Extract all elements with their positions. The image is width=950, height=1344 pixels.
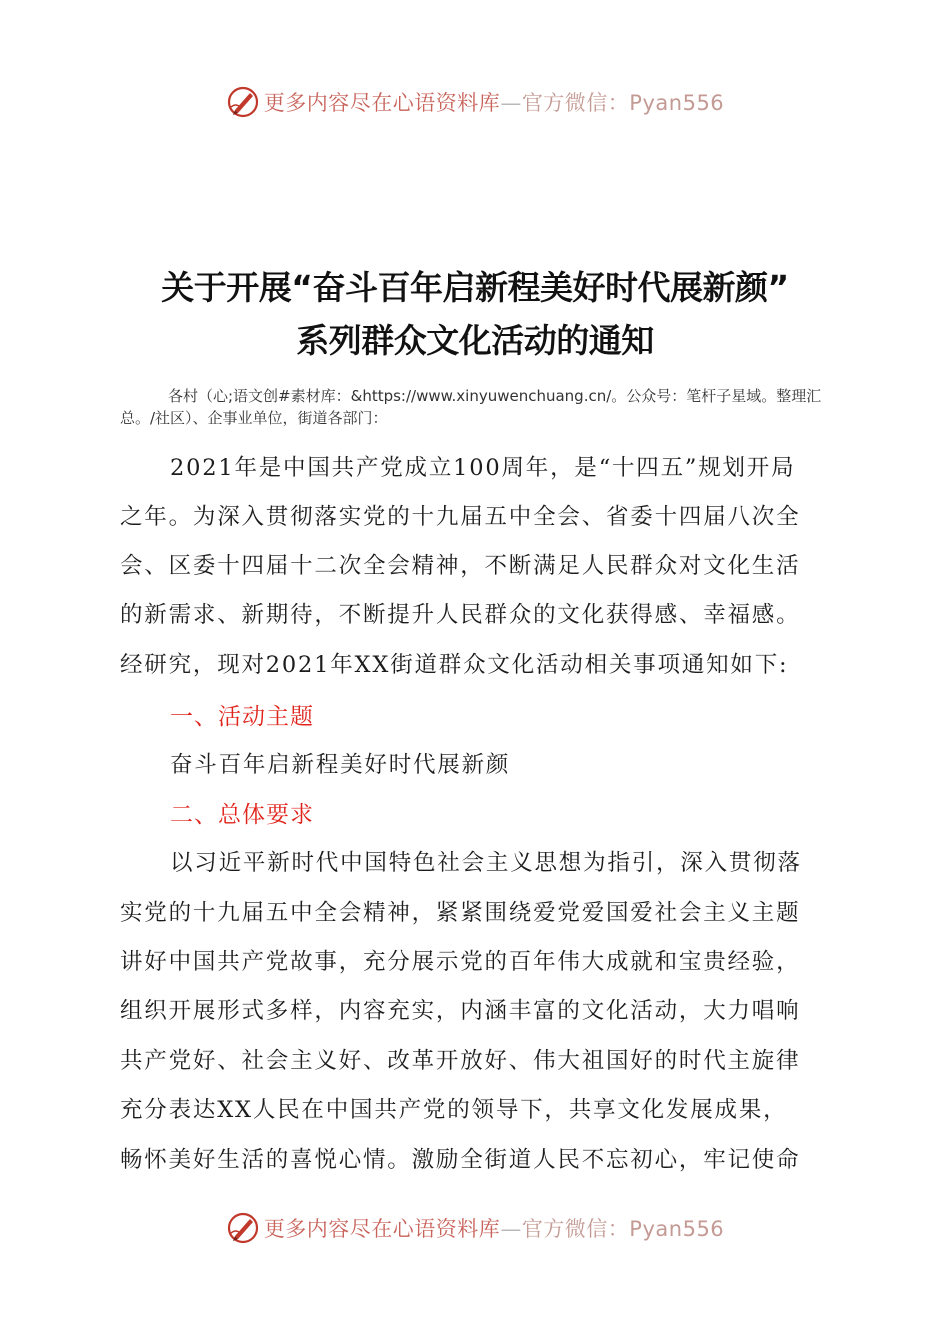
banner-main-text: 更多内容尽在心语资料库 (263, 91, 501, 115)
intro-line: 之年。为深入贯彻落实党的十九届五中全会、省委十四届八次全 (120, 504, 801, 530)
requirements-line: 组织开展形式多样，内容充实，内涵丰富的文化活动，大力唱响 (120, 998, 801, 1024)
header-watermark-banner (0, 82, 950, 122)
intro-line: 的新需求、新期待，不断提升人民群众的文化获得感、幸福感。 (120, 602, 801, 628)
intro-line: 会、区委十四届十二次全会精神，不断满足人民群众对文化生活 (120, 553, 801, 579)
document-title-line-2: 系列群众文化活动的通知 (296, 321, 654, 360)
requirements-line: 以习近平新时代中国特色社会主义思想为指引，深入贯彻落 (170, 850, 802, 876)
banner-wechat-text: 官方微信：Pyan556 (521, 91, 725, 115)
theme-text: 奋斗百年启新程美好时代展新颜 (170, 752, 511, 778)
salutation: 各村（心;语文创#素材库：&https://www.xinyuwenchuang.cn/。公众号：笔杆子星域。整理汇总。/社区）、企事业单位，街道各部门： (120, 387, 822, 427)
section-heading-requirements: 二、总体要求 (170, 802, 314, 828)
pen-logo-icon (226, 1211, 260, 1245)
requirements-line: 讲好中国共产党故事，充分展示党的百年伟大成就和宝贵经验， (120, 949, 801, 975)
intro-line: 2021年是中国共产党成立100周年，是“十四五”规划开局 (170, 455, 796, 481)
banner-text (264, 1213, 724, 1243)
requirements-line: 畅怀美好生活的喜悦心情。激励全街道人民不忘初心，牢记使命 (120, 1147, 801, 1173)
banner-text (264, 87, 724, 117)
banner-wechat-text: 官方微信：Pyan556 (521, 1217, 725, 1241)
banner-main-text: 更多内容尽在心语资料库 (263, 1217, 501, 1241)
footer-watermark-banner (0, 1208, 950, 1248)
banner-dash: — (500, 1217, 522, 1241)
requirements-line: 充分表达XX人民在中国共产党的领导下，共享文化发展成果， (120, 1097, 788, 1123)
banner-dash: — (500, 91, 522, 115)
document-title-line-1: 关于开展“奋斗百年启新程美好时代展新颜” (161, 268, 789, 307)
requirements-line: 共产党好、社会主义好、改革开放好、伟大祖国好的时代主旋律 (120, 1048, 801, 1074)
intro-line: 经研究，现对2021年XX街道群众文化活动相关事项通知如下: (120, 652, 789, 678)
section-heading-theme: 一、活动主题 (170, 704, 314, 730)
requirements-line: 实党的十九届五中全会精神，紧紧围绕爱党爱国爱社会主义主题 (120, 900, 801, 926)
pen-logo-icon (226, 85, 260, 119)
